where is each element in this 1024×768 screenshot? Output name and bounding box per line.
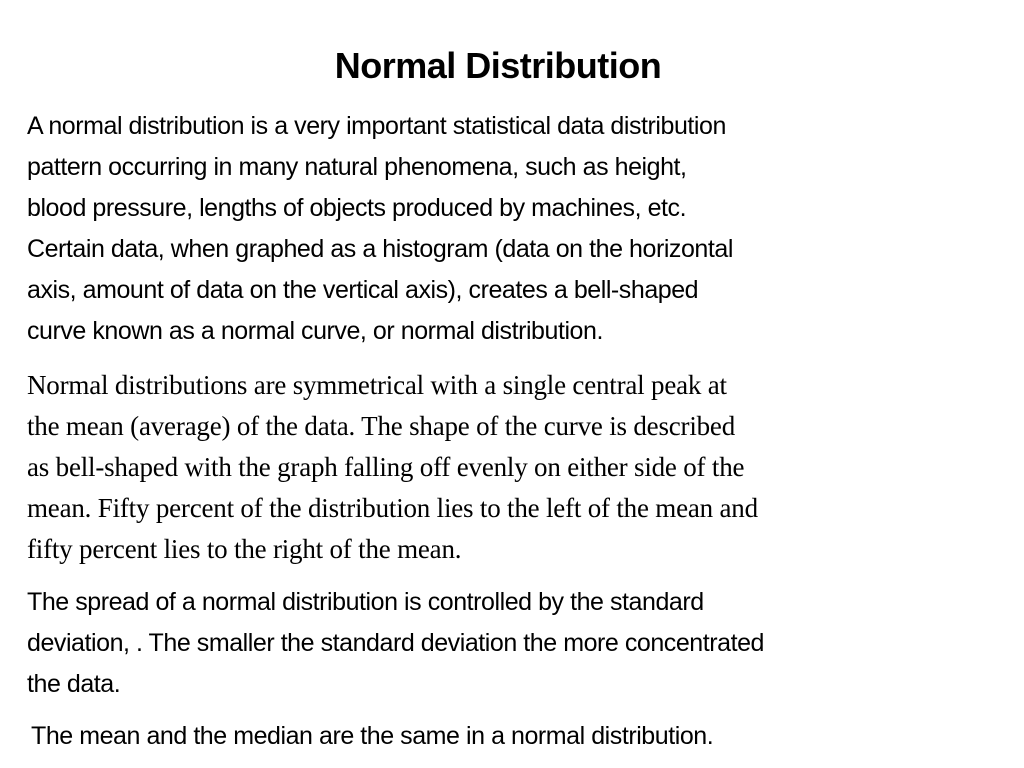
text-line: the data. [27, 670, 121, 698]
paragraph-spread [27, 582, 764, 705]
slide-title: Normal Distribution [334, 45, 662, 86]
text-line: blood pressure, lengths of objects produced by machines, etc. [27, 194, 687, 222]
text-line: curve known as a normal curve, or normal distribution. [27, 317, 603, 345]
text-line: The spread of a normal distribution is controlled by the standard [27, 588, 704, 616]
text-line: The mean and the median are the same in a normal distribution. [31, 722, 714, 750]
text-line: deviation, . The smaller the standard deviation the more concentrated [27, 629, 764, 657]
text-line: fifty percent lies to the right of the mean. [27, 534, 462, 564]
text-line: mean. Fifty percent of the distribution lies to the left of the mean and [27, 493, 758, 523]
text-line: pattern occurring in many natural phenomena, such as height, [27, 153, 687, 181]
paragraph-mean-median [31, 716, 713, 757]
text-line: Normal distributions are symmetrical with a single central peak at [27, 370, 727, 400]
text-line: A normal distribution is a very important statistical data distribution [27, 112, 726, 140]
text-line: axis, amount of data on the vertical axis), creates a bell-shaped [27, 276, 699, 304]
text-line: Certain data, when graphed as a histogram (data on the horizontal [27, 235, 733, 263]
text-line: as bell-shaped with the graph falling off evenly on either side of the [27, 452, 745, 482]
paragraph-definition [27, 106, 733, 352]
text-line: the mean (average) of the data. The shape of the curve is described [27, 411, 736, 441]
paragraph-symmetry [27, 365, 758, 570]
